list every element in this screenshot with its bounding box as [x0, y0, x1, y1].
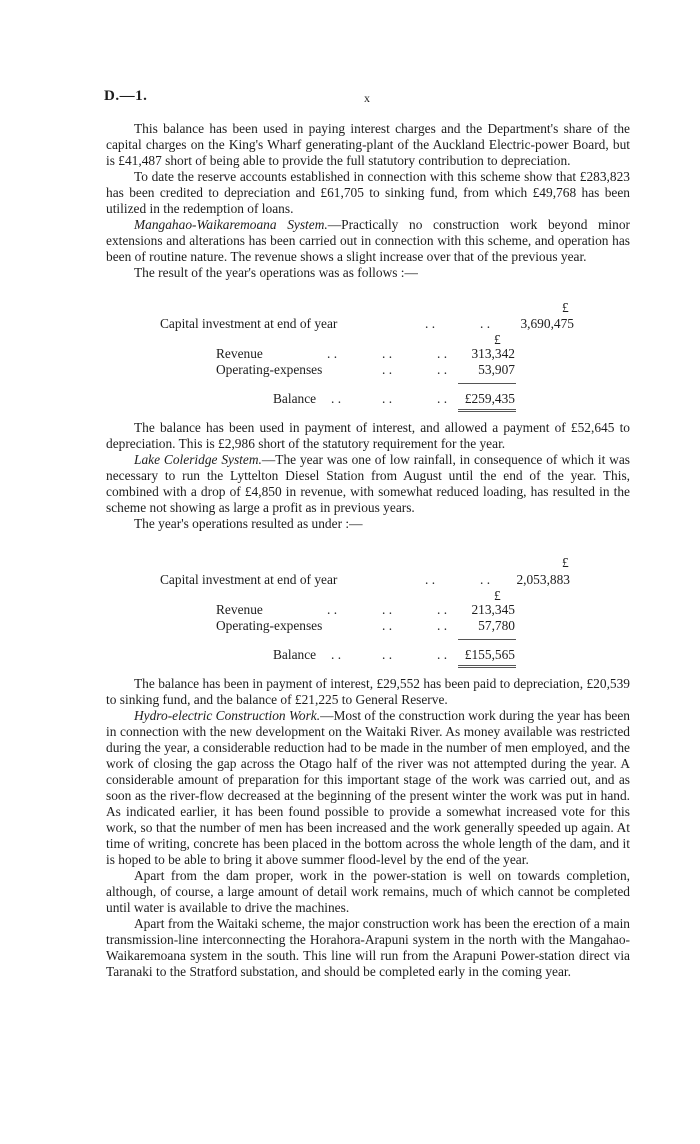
currency-header: £: [494, 332, 501, 347]
leader-dots: . .: [327, 602, 338, 617]
paragraph-hydro: [106, 708, 630, 868]
text-block-2: [106, 420, 630, 532]
expenses-value: 53,907: [478, 362, 515, 377]
expenses-label: Operating-expenses: [216, 618, 323, 633]
document-code: D.—1.: [104, 88, 148, 104]
section-heading: Hydro-electric Construction Work.: [134, 708, 321, 723]
capital-value: 2,053,883: [516, 572, 570, 587]
paragraph: Apart from the Waitaki scheme, the major construction work has been the erection of a main transmission-line interconnecting the Horahora-Arapuni system in the north with the Mangahao-Waikaremoana system in the south. This line will run from the Arapuni Power-station direct via Taranaki to the Stratford substation, and should be completed early in the coming year.: [106, 916, 630, 979]
leader-dots: . .: [425, 316, 436, 331]
leader-dots: . .: [382, 346, 393, 361]
leader-dots: . .: [331, 647, 342, 662]
paragraph: Apart from the dam proper, work in the power-station is well on towards completion, although, of course, a large amount of detail work remains, much of which cannot be completed until water is available to drive the machines.: [106, 868, 630, 915]
paragraph: The result of the year's operations was as follows :—: [134, 265, 418, 280]
leader-dots: . .: [437, 346, 448, 361]
currency-header: £: [494, 588, 501, 603]
leader-dots: . .: [382, 602, 393, 617]
paragraph: The balance has been used in payment of interest, and allowed a payment of £52,645 to depreciation. This is £2,986 short of the statutory requirement for the year.: [106, 420, 630, 451]
text-block-1: [106, 121, 630, 281]
revenue-label: Revenue: [216, 602, 263, 617]
section-heading: Lake Coleridge System.: [134, 452, 262, 467]
sum-rule: [458, 639, 516, 640]
capital-label: Capital investment at end of year: [160, 572, 338, 587]
paragraph-text: —Practically no construction work beyond minor extensions and alterations has been carried out in connection with this scheme, and operation has been of routine nature. The revenue shows a slight increase over that of the previous year.: [106, 217, 630, 264]
capital-label: Capital investment at end of year: [160, 316, 338, 331]
paragraph-mangahao: [106, 217, 630, 265]
balance-label: Balance: [273, 647, 317, 662]
leader-dots: . .: [437, 647, 448, 662]
page-number: x: [364, 91, 370, 105]
expenses-label: Operating-expenses: [216, 362, 323, 377]
leader-dots: . .: [382, 618, 393, 633]
leader-dots: . .: [425, 572, 436, 587]
paragraph: To date the reserve accounts established in connection with this scheme show that £283,823 has been credited to depreciation and £61,705 to sinking fund, from which £49,768 has been utilized in the redemption of loans.: [106, 169, 630, 216]
leader-dots: . .: [437, 618, 448, 633]
leader-dots: . .: [382, 647, 393, 662]
leader-dots: . .: [327, 346, 338, 361]
balance-value: £155,565: [464, 647, 515, 662]
leader-dots: . .: [480, 316, 491, 331]
leader-dots: . .: [331, 391, 342, 406]
sum-rule: [458, 383, 516, 384]
paragraph-text: —Most of the construction work during the year has been in connection with the new development on the Waitaki River. As money available was restricted during the year, a considerable reduction had to be made in the number of men employed, and the work of closing the gap across the Otago half of the river was not attempted during the year. A considerable amount of preparation for this important stage of the work was carried out, and as soon as the river-flow decreased at the beginning of the present winter the work was put in hand. As indicated earlier, it has been found possible to provide a somewhat increased vote for this work, so that the number of men has been increased and the work generally speeded up again. At time of writing, concrete has been placed in the bottom across the whole length of the dam, and it is hoped to be able to bring it above summer flood-level by the end of the year.: [106, 708, 630, 867]
revenue-value: 313,342: [471, 346, 515, 361]
leader-dots: . .: [437, 391, 448, 406]
paragraph-coleridge: [106, 452, 630, 516]
paragraph-text: —The year was one of low rainfall, in consequence of which it was necessary to run the Lyttelton Diesel Station from August until the end of the year. This, combined with a drop of £4,850 in revenue, with somewhat reduced loading, has resulted in the scheme not showing as large a profit as in previous years.: [106, 452, 631, 515]
paragraph: The balance has been in payment of interest, £29,552 has been paid to depreciation, £20,539 to sinking fund, and the balance of £21,225 to General Reserve.: [106, 676, 630, 707]
double-rule: [458, 667, 516, 668]
revenue-value: 213,345: [471, 602, 515, 617]
leader-dots: . .: [382, 391, 393, 406]
double-rule: [458, 409, 516, 410]
double-rule: [458, 411, 516, 412]
capital-value: 3,690,475: [520, 316, 574, 331]
paragraph: The year's operations resulted as under :—: [134, 516, 363, 531]
double-rule: [458, 665, 516, 666]
leader-dots: . .: [480, 572, 491, 587]
expenses-value: 57,780: [478, 618, 515, 633]
leader-dots: . .: [382, 362, 393, 377]
currency-header: £: [562, 300, 569, 315]
text-block-3: [106, 676, 630, 980]
balance-value: £259,435: [464, 391, 515, 406]
balance-label: Balance: [273, 391, 317, 406]
section-heading: Mangahao-Waikaremoana System.: [134, 217, 328, 232]
currency-header: £: [562, 555, 569, 570]
paragraph: This balance has been used in paying interest charges and the Department's share of the capital charges on the King's Wharf generating-plant of the Auckland Electric-power Board, but is £41,487 short of being able to provide the full statutory contribution to depreciation.: [106, 121, 630, 168]
leader-dots: . .: [437, 602, 448, 617]
leader-dots: . .: [437, 362, 448, 377]
revenue-label: Revenue: [216, 346, 263, 361]
